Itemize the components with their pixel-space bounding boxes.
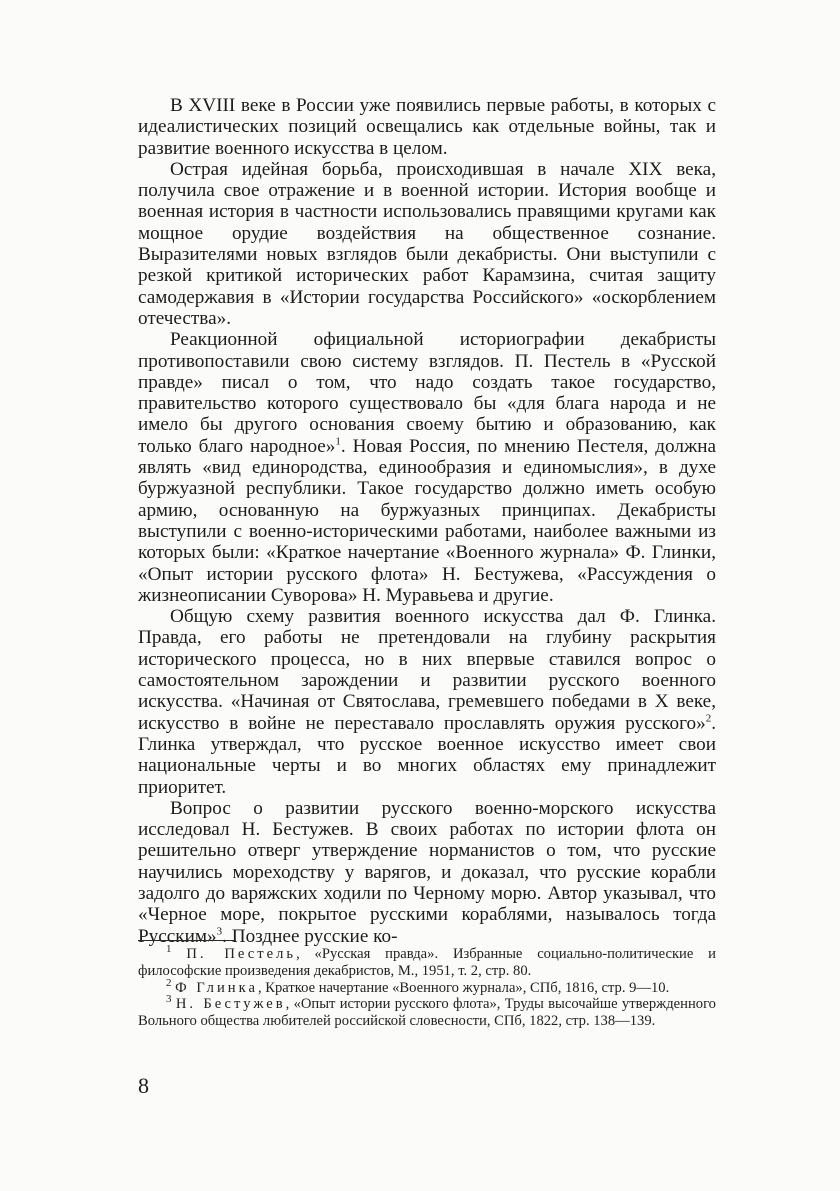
paragraph-1: В XVIII веке в России уже появились первые работы, в которых с идеалистических позиций освещались как отдельные войны, так и развитие военного искусства в целом. xyxy=(138,95,716,159)
footnote-ref-3: 3 xyxy=(216,925,223,938)
footnote-1-author: П. Пестель xyxy=(186,946,297,962)
paragraph-5-text-a: Вопрос о развитии русского военно-морского искусства исследовал Н. Бестужев. В своих работах по истории флота он решительно отверг утверждение норманистов о том, что русские научились мореходству у варягов, и доказал, что русские корабли задолго до варяжских ходили по Черному морю. Автор указывал, что «Черное море, покрытое русскими кораблями, называлось тогда Русским» xyxy=(138,797,716,947)
footnote-2 xyxy=(138,976,716,997)
paragraph-3-text-b: . Новая Россия, по мнению Пестеля, должна являть «вид единородства, единообразия и единомыслия», в духе буржуазной республики. Такое государство должно иметь особую армию, основанную на буржуазных принципах. Декабристы выступили с военно-историческими работами, наиболее важными из которых были: «Краткое начертание «Военного журнала» Ф. Глинки, «Опыт истории русского флота» Н. Бестужева, «Рассуждения о жизнеописании Суворова» Н. Муравьева и другие. xyxy=(138,435,716,606)
footnote-2-text: , Краткое начертание «Военного журнала», СПб, 1816, стр. 9—10. xyxy=(257,979,670,996)
paragraph-5 xyxy=(138,798,716,947)
footnote-2-author: Ф Глинка xyxy=(175,979,258,996)
footnote-marker-1: 1 xyxy=(166,943,172,956)
footnote-divider xyxy=(138,940,236,941)
paragraph-3 xyxy=(138,329,716,606)
footnotes xyxy=(138,943,716,1030)
paragraph-4-text-a: Общую схему развития военного искусства дал Ф. Глинка. Правда, его работы не претендовали на глубину раскрытия исторического процесса, но в них впервые ставился вопрос о самостоятельном зарождении и развитии русского военного искусства. «Начиная от Святослава, гремевшего победами в X веке, искусство в войне не переставало прославлять оружия русского» xyxy=(138,606,716,734)
footnote-1 xyxy=(138,943,716,980)
paragraph-3-text-a: Реакционной официальной историографии декабристы противопоставили свою систему взглядов. П. Пестель в «Русской правде» писал о том, что надо создать такое государство, правительство которого существовало бы «для блага народа и не имело бы другого основания своему бытию и образованию, как только благо народное» xyxy=(138,329,716,457)
footnote-marker-2: 2 xyxy=(166,976,172,989)
footnote-3-text: , «Опыт истории русского флота», Труды высочайше утвержденного Вольного общества любителей российской словесности, СПб, 1822, стр. 138—139. xyxy=(138,996,716,1030)
footnote-3-author: Н. Бестужев xyxy=(175,996,286,1013)
main-text xyxy=(138,95,716,947)
page-number: 8 xyxy=(138,1073,149,1098)
footnote-3 xyxy=(138,993,716,1030)
footnote-marker-3: 3 xyxy=(166,993,172,1006)
paragraph-4 xyxy=(138,606,716,798)
paragraph-5-text-b: . Позднее русские ко- xyxy=(222,925,398,947)
paragraph-2: Острая идейная борьба, происходившая в начале XIX века, получила свое отражение и в военной истории. История вообще и военная история в частности использовались правящими кругами как мощное орудие воздействия на общественное сознание. Выразителями новых взглядов были декабристы. Они выступили с резкой критикой исторических работ Карамзина, считая защиту самодержавия в «Истории государства Российского» «оскорблением отечества». xyxy=(138,158,716,329)
footnote-ref-1: 1 xyxy=(335,435,341,448)
footnote-ref-2: 2 xyxy=(705,712,712,725)
footnote-1-text: , «Русская правда». Избранные социально-политические и философские произведения декабристов, М., 1951, т. 2, стр. 80. xyxy=(138,946,716,979)
paragraph-4-text-b: . Глинка утверждал, что русское военное искусство имеет свои национальные черты и во многих областях ему принадлежит приоритет. xyxy=(138,712,716,798)
